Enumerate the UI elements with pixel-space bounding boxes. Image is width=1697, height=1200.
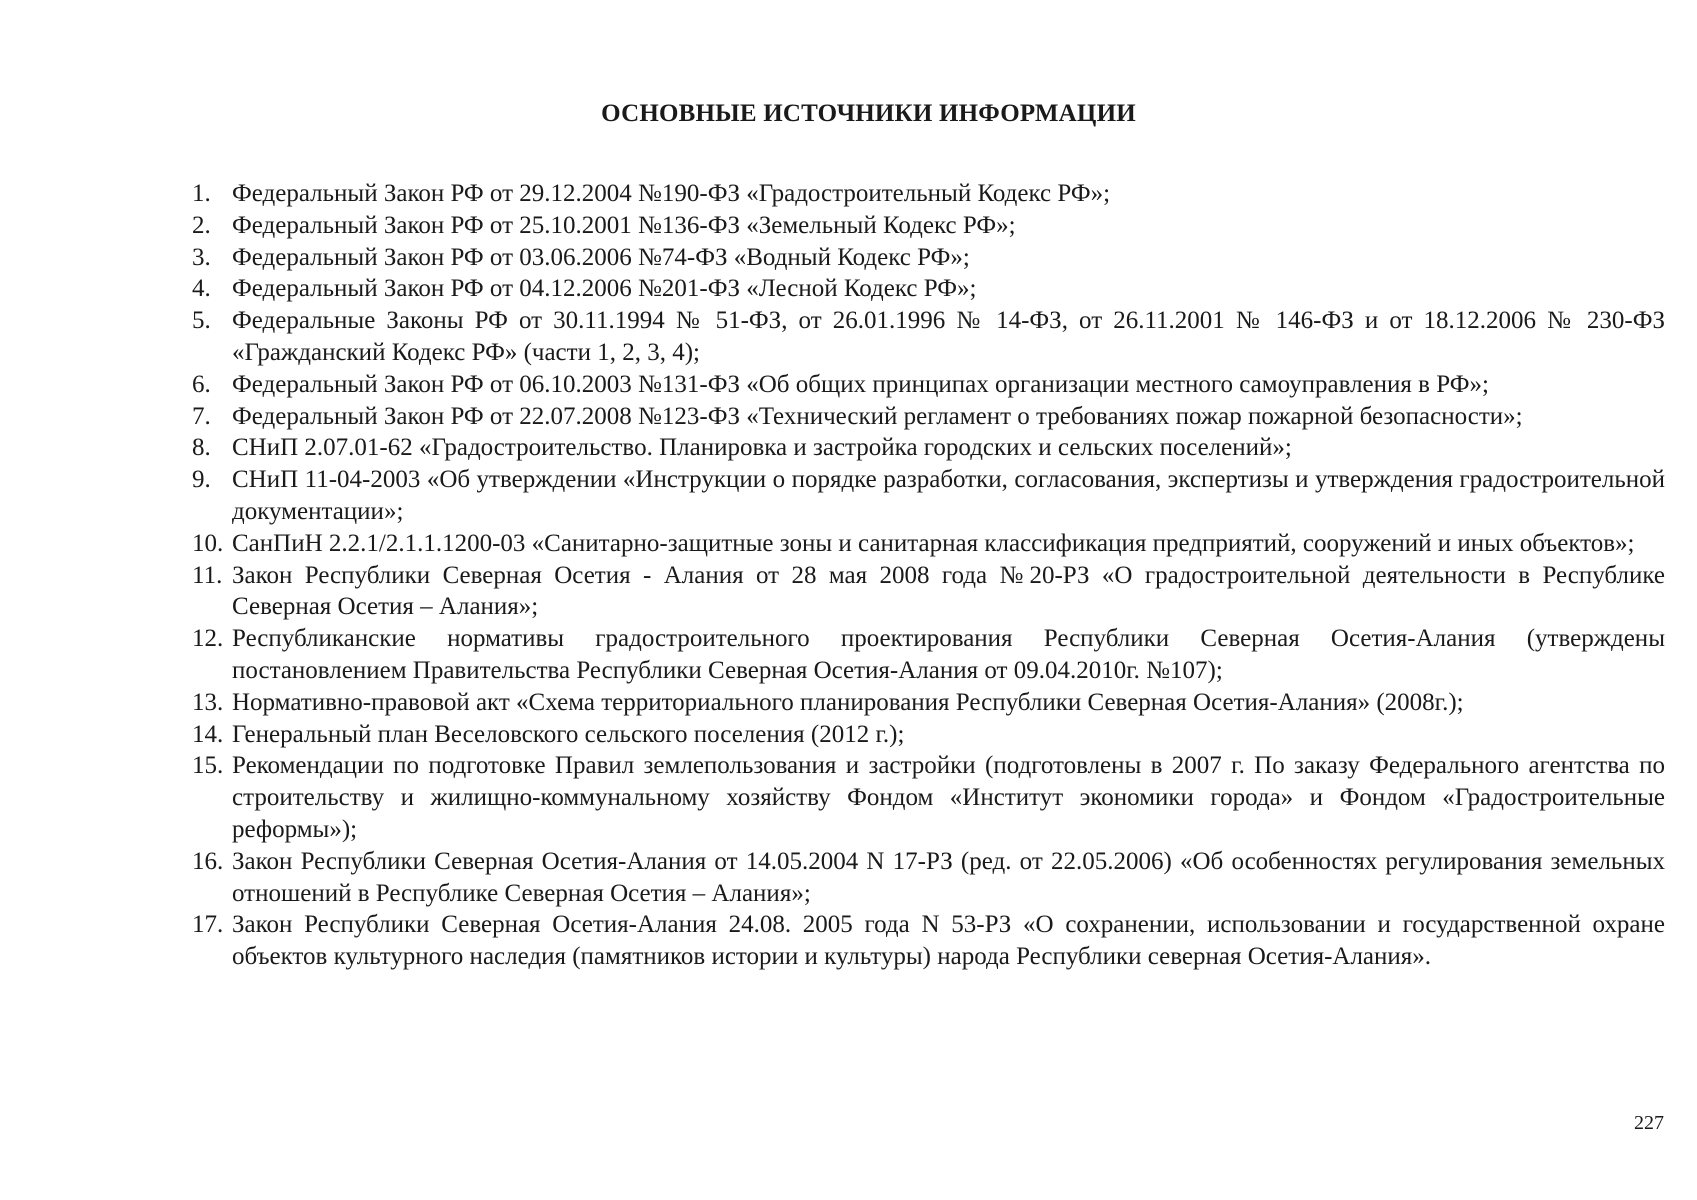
list-item — [192, 464, 1665, 528]
list-item-text: Федеральный Закон РФ от 22.07.2008 №123-ФЗ «Технический регламент о требованиях пожар пожарной безопасности»; — [232, 402, 1523, 430]
list-item — [192, 560, 1665, 624]
list-item-text: Федеральный Закон РФ от 29.12.2004 №190-ФЗ «Градостроительный Кодекс РФ»; — [232, 180, 1111, 207]
list-item-text: Федеральный Закон РФ от 04.12.2006 №201-ФЗ «Лесной Кодекс РФ»; — [232, 275, 977, 303]
list-item-number: 13. — [192, 688, 224, 716]
list-item — [192, 687, 1665, 719]
list-item — [192, 178, 1665, 210]
list-item — [192, 432, 1665, 464]
page-title: ОСНОВНЫЕ ИСТОЧНИКИ ИНФОРМАЦИИ — [601, 100, 1136, 127]
list-item — [192, 719, 1665, 751]
list-item — [192, 401, 1665, 433]
list-item-text: Закон Республики Северная Осетия - Алания от 28 мая 2008 года №20-РЗ «О градостроительной деятельности в Республике Северная Осетия – Алания»; — [232, 561, 1665, 621]
list-item-number: 10. — [192, 529, 224, 557]
list-item-number: 12. — [192, 625, 224, 653]
list-item — [192, 242, 1665, 274]
list-item-text: СНиП 11-04-2003 «Об утверждении «Инструкции о порядке разработки, согласования, экспертизы и утверждения градостроительной документации»; — [232, 466, 1665, 525]
list-item-number: 2. — [192, 211, 211, 239]
list-item-text: Федеральный Закон РФ от 03.06.2006 №74-ФЗ «Водный Кодекс РФ»; — [232, 243, 970, 271]
list-item-text: Федеральные Законы РФ от 30.11.1994 № 51-ФЗ, от 26.01.1996 № 14-ФЗ, от 26.11.2001 № 146-ФЗ и от 18.12.2006 № 230-ФЗ «Гражданский Кодекс РФ» (части 1, 2, 3, 4); — [232, 307, 1665, 366]
list-item-number: 7. — [192, 402, 211, 430]
sources-list — [192, 178, 1665, 973]
list-item-text: СанПиН 2.2.1/2.1.1.1200-03 «Санитарно-защитные зоны и санитарная классификация предприятий, сооружений и иных объектов»; — [232, 529, 1635, 557]
list-item — [192, 369, 1665, 401]
list-item-number: 17. — [192, 911, 224, 939]
list-item-number: 8. — [192, 434, 211, 462]
list-item-text: Закон Республики Северная Осетия-Алания от 14.05.2004 N 17-РЗ (ред. от 22.05.2006) «Об особенностях регулирования земельных отношений в Республике Северная Осетия – Алания»; — [232, 847, 1665, 907]
list-item-number: 15. — [192, 752, 224, 780]
list-item-text: Закон Республики Северная Осетия-Алания 24.08. 2005 года N 53-РЗ «О сохранении, использовании и государственной охране объектов культурного наследия (памятников истории и культуры) народа Республики северная Осетия-Алания». — [232, 911, 1665, 971]
list-item-number: 3. — [192, 243, 211, 271]
list-item-text: Генеральный план Веселовского сельского поселения (2012 г.); — [232, 720, 905, 748]
list-item-text: Федеральный Закон РФ от 25.10.2001 №136-ФЗ «Земельный Кодекс РФ»; — [232, 211, 1016, 239]
list-item-number: 11. — [192, 561, 223, 589]
list-item — [192, 305, 1665, 369]
list-item — [192, 909, 1665, 973]
list-item-text: Рекомендации по подготовке Правил землепользования и застройки (подготовлены в 2007 г. По заказу Федерального агентства по строительству и жилищно-коммунальному хозяйству Фондом «Институт экономики города» и Фондом «Градостроительные реформы»); — [232, 752, 1665, 843]
list-item — [192, 210, 1665, 242]
list-item-number: 16. — [192, 847, 224, 875]
list-item-number: 5. — [192, 307, 211, 335]
list-item-text: Нормативно-правовой акт «Схема территориального планирования Республики Северная Осетия-Алания» (2008г.); — [232, 688, 1464, 716]
list-item — [192, 846, 1665, 910]
list-item — [192, 623, 1665, 687]
list-item — [192, 273, 1665, 305]
list-item-number: 9. — [192, 466, 211, 494]
list-item-number: 4. — [192, 275, 211, 303]
list-item — [192, 750, 1665, 845]
list-item-number: 6. — [192, 370, 211, 398]
list-item-number: 1. — [192, 180, 211, 207]
page-number: 227 — [1634, 1112, 1664, 1134]
list-item-number: 14. — [192, 720, 224, 748]
list-item-text: Федеральный Закон РФ от 06.10.2003 №131-ФЗ «Об общих принципах организации местного самоуправления в РФ»; — [232, 370, 1489, 398]
list-item-text: Республиканские нормативы градостроительного проектирования Республики Северная Осетия-Алания (утверждены постановлением Правительства Республики Северная Осетия-Алания от 09.04.2010г. №107); — [232, 625, 1665, 684]
list-item-text: СНиП 2.07.01-62 «Градостроительство. Планировка и застройка городских и сельских поселений»; — [232, 434, 1292, 462]
list-item — [192, 528, 1665, 560]
